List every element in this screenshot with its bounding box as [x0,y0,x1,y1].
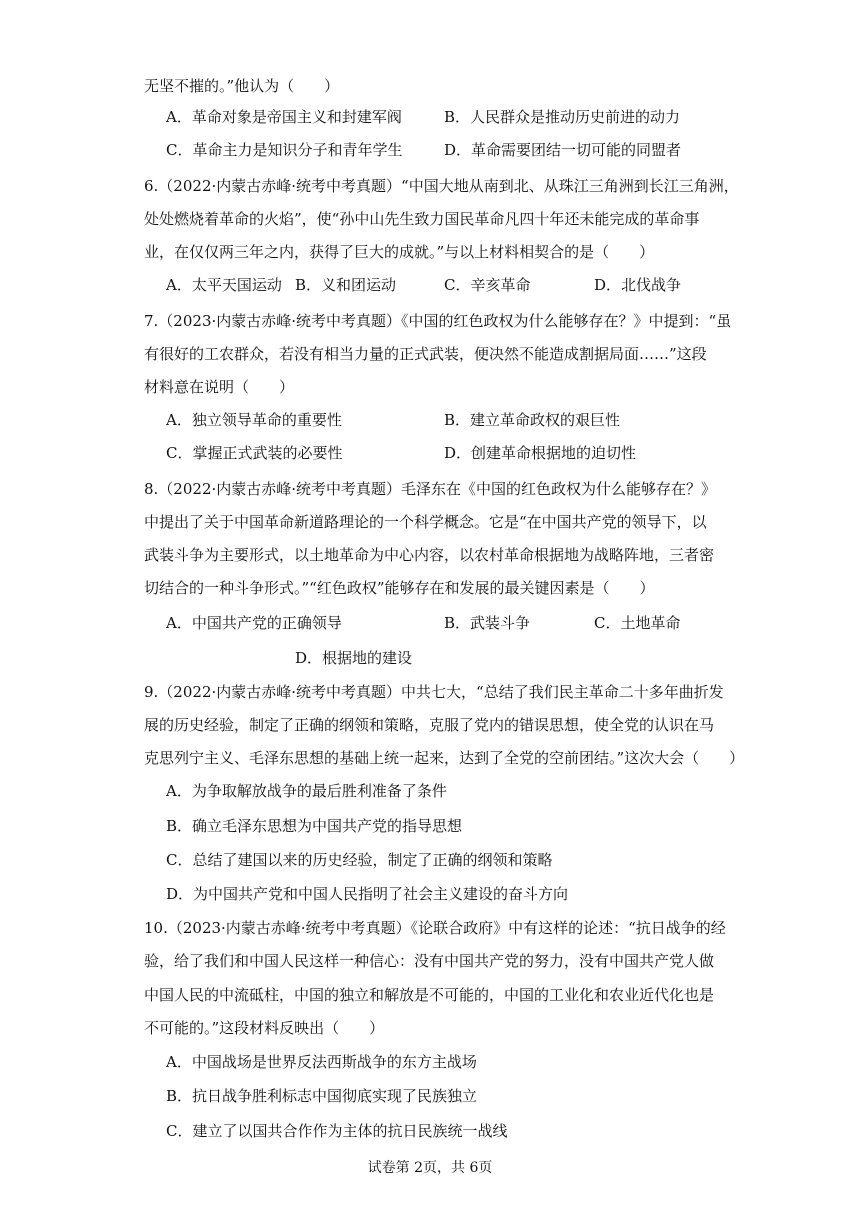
q9-option-c[interactable]: C．总结了建国以来的历史经验，制定了正确的纲领和策略 [166,851,553,869]
q8-option-b[interactable]: B．武装斗争 [444,614,531,632]
q5-stem-tail: 无坚不摧的。”他认为（ ） [144,77,340,95]
q5-option-b[interactable]: B．人民群众是推动历史前进的动力 [444,108,681,126]
q5-option-c[interactable]: C．革命主力是知识分子和青年学生 [166,141,403,159]
q6-option-a[interactable]: A．太平天国运动 [166,276,282,294]
page-footer: 试卷第 2页，共 6页 [367,1160,493,1176]
q5-option-a[interactable]: A．革命对象是帝国主义和封建军阀 [166,108,402,126]
q7-stem-line: 有很好的工农群众，若没有相当力量的正式武装，便决然不能造成割据局面……”这段 [144,345,707,363]
q6-stem-line: 6.（2022·内蒙古赤峰·统考中考真题）“中国大地从南到北、从珠江三角洲到长江三角洲， [144,177,739,195]
q10-option-b[interactable]: B．抗日战争胜利标志中国彻底实现了民族独立 [166,1087,478,1105]
q10-stem-line: 10.（2023·内蒙古赤峰·统考中考真题）《论联合政府》中有这样的论述：“抗日战争的经 [144,919,726,937]
q6-option-b[interactable]: B．义和团运动 [295,276,397,294]
q10-stem-line: 中国人民的中流砥柱，中国的独立和解放是不可能的，中国的工业化和农业近代化也是 [144,986,715,1004]
q8-stem-line: 8.（2022·内蒙古赤峰·统考中考真题）毛泽东在《中国的红色政权为什么能够存在？》 [144,480,717,498]
q9-stem-line: 9.（2022·内蒙古赤峰·统考中考真题）中共七大，“总结了我们民主革命二十多年曲折发 [144,683,724,701]
q6-stem-line: 处处燃烧着革命的火焰”，使“孙中山先生致力国民革命凡四十年还未能完成的革命事 [144,210,700,228]
q7-stem-line: 材料意在说明（ ） [144,378,295,396]
q7-stem-line: 7.（2023·内蒙古赤峰·统考中考真题）《中国的红色政权为什么能够存在？》中提到：“虽 [144,312,732,330]
q10-option-c[interactable]: C．建立了以国共合作作为主体的抗日民族统一战线 [166,1122,508,1140]
q9-option-d[interactable]: D．为中国共产党和中国人民指明了社会主义建设的奋斗方向 [166,885,569,903]
q7-option-d[interactable]: D．创建革命根据地的迫切性 [444,444,637,462]
q6-stem-line: 业，在仅仅两三年之内，获得了巨大的成就。”与以上材料相契合的是（ ） [144,243,655,261]
q8-option-a[interactable]: A．中国共产党的正确领导 [166,614,342,632]
q9-option-a[interactable]: A．为争取解放战争的最后胜利准备了条件 [166,782,447,800]
q10-stem-line: 验，给了我们和中国人民这样一种信心：没有中国共产党的努力，没有中国共产党人做 [144,952,715,970]
q8-stem-line: 中提出了关于中国革命新道路理论的一个科学概念。它是“在中国共产党的领导下，以 [144,513,707,531]
q10-stem-line: 不可能的。”这段材料反映出（ ） [144,1019,385,1037]
q6-option-d[interactable]: D．北伐战争 [594,276,682,294]
q8-option-d[interactable]: D．根据地的建设 [295,649,413,667]
q9-stem-line: 展的历史经验，制定了正确的纲领和策略，克服了党内的错误思想，使全党的认识在马 [144,716,715,734]
q5-option-d[interactable]: D．革命需要团结一切可能的同盟者 [444,141,682,159]
q10-option-a[interactable]: A．中国战场是世界反法西斯战争的东方主战场 [166,1053,477,1071]
q7-option-b[interactable]: B．建立革命政权的艰巨性 [444,411,621,429]
q7-option-a[interactable]: A．独立领导革命的重要性 [166,411,342,429]
q9-stem-line: 克思列宁主义、毛泽东思想的基础上统一起来，达到了全党的空前团结。”这次大会（ ） [144,749,745,767]
q8-option-c[interactable]: C．土地革命 [594,614,681,632]
q8-stem-line: 切结合的一种斗争形式。”“红色政权”能够存在和发展的最关键因素是（ ） [144,579,655,597]
q7-option-c[interactable]: C．掌握正式武装的必要性 [166,444,343,462]
q6-option-c[interactable]: C．辛亥革命 [444,276,531,294]
q8-stem-line: 武装斗争为主要形式，以土地革命为中心内容，以农村革命根据地为战略阵地，三者密 [144,546,715,564]
q9-option-b[interactable]: B．确立毛泽东思想为中国共产党的指导思想 [166,817,463,835]
